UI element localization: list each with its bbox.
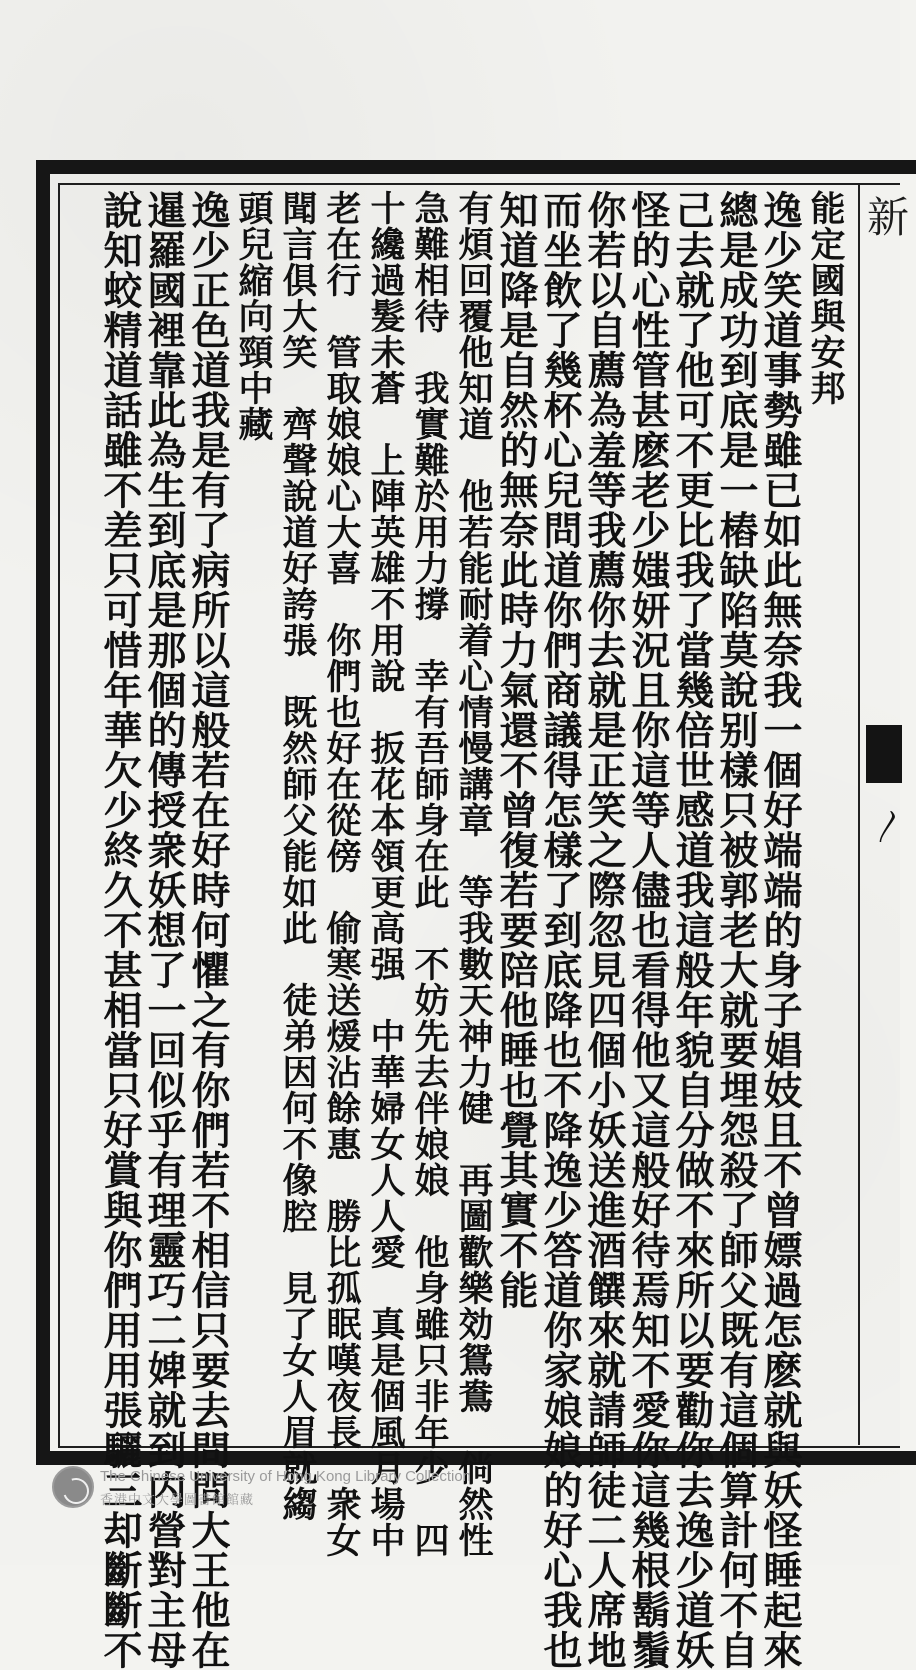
text-column: 能定國與安邦: [805, 190, 846, 406]
text-column: 己去就了他可不更比我了當幾倍世感道我這般年貌自分做不來所以要勸你去逸少道妖: [669, 190, 715, 1670]
text-column: 暹羅國裡靠此為生到底是那個的傳授衆妖想了一回似乎有理靈巧二婢就到内營對主母: [141, 190, 187, 1670]
text-column: 有煩回覆他知道 他若能耐着心情慢講章 等我數天神力健 再圖歡樂効鴛鴦 倘然性: [453, 190, 494, 1558]
text-column: 說知蛟精道話雖不差只可惜年華欠少終久不甚相當只好賞與你們用用張驪三却斷斷不: [97, 190, 143, 1670]
text-column: 頭兒縮向頸中藏: [233, 190, 274, 442]
text-column: 總是成功到底是一樁缺陷莫說别樣只被郭老大就要埋怨殺了師父既有這個算計何不自: [713, 190, 759, 1670]
text-column: 逸少正色道我是有了病所以這般若在好時何懼之有你們若不相信只要去問問大王他在: [185, 190, 231, 1670]
watermark-english: The Chinese University of Hong Kong Library Collection: [100, 1468, 472, 1485]
text-column: 而坐飲了幾杯心兒問道你們商議得怎樣了到底降也不降逸少答道你家娘娘的好心我也: [537, 190, 583, 1670]
text-column: 逸少笑道事勢雖已如此無奈我一個好端端的身子娼妓且不曾嫖過怎麽就與妖怪睡起來: [757, 190, 803, 1670]
text-column: 怪的心性管甚麽老少媸妍況且你這等人儘也看得他又這般好待焉知不愛你這幾根鬍鬚: [625, 190, 671, 1670]
text-column: 老在行 管取娘娘心大喜 你們也好在從傍 偷寒送煖沾餘惠 勝比孤眠嘆夜長 衆女: [321, 190, 362, 1558]
text-column: 急難相待 我實難於用力撐 幸有吾師身在此 不妨先去伴娘娘 他身雖只非年少 四: [409, 190, 450, 1558]
watermark-chinese: 香港中文大學圖書館館藏: [100, 1492, 255, 1507]
text-column: 知道降是自然的無奈此時力氣還不曾復若要陪他睡也覺其實不能: [493, 190, 539, 1310]
library-logo-icon: [52, 1466, 94, 1508]
page-edge-column: [858, 185, 910, 1445]
text-column: 十纔過髮未蒼 上陣英雄不用說 扳花本領更高强 中華婦女人人愛 真是個風月場中: [365, 190, 406, 1558]
edge-title: 新: [861, 195, 910, 235]
edge-black-block: [866, 725, 902, 783]
text-column: 你若以自薦為羞等我薦你去就是正笑之際忽見四個小妖送進酒饌來就請師徒二人席地: [581, 190, 627, 1670]
edge-mark: 〳: [872, 807, 906, 847]
text-column: 聞言俱大笑 齊聲說道好誇張 既然師父能如此 徒弟因何不像腔 見了女人眉就縐: [277, 190, 318, 1522]
